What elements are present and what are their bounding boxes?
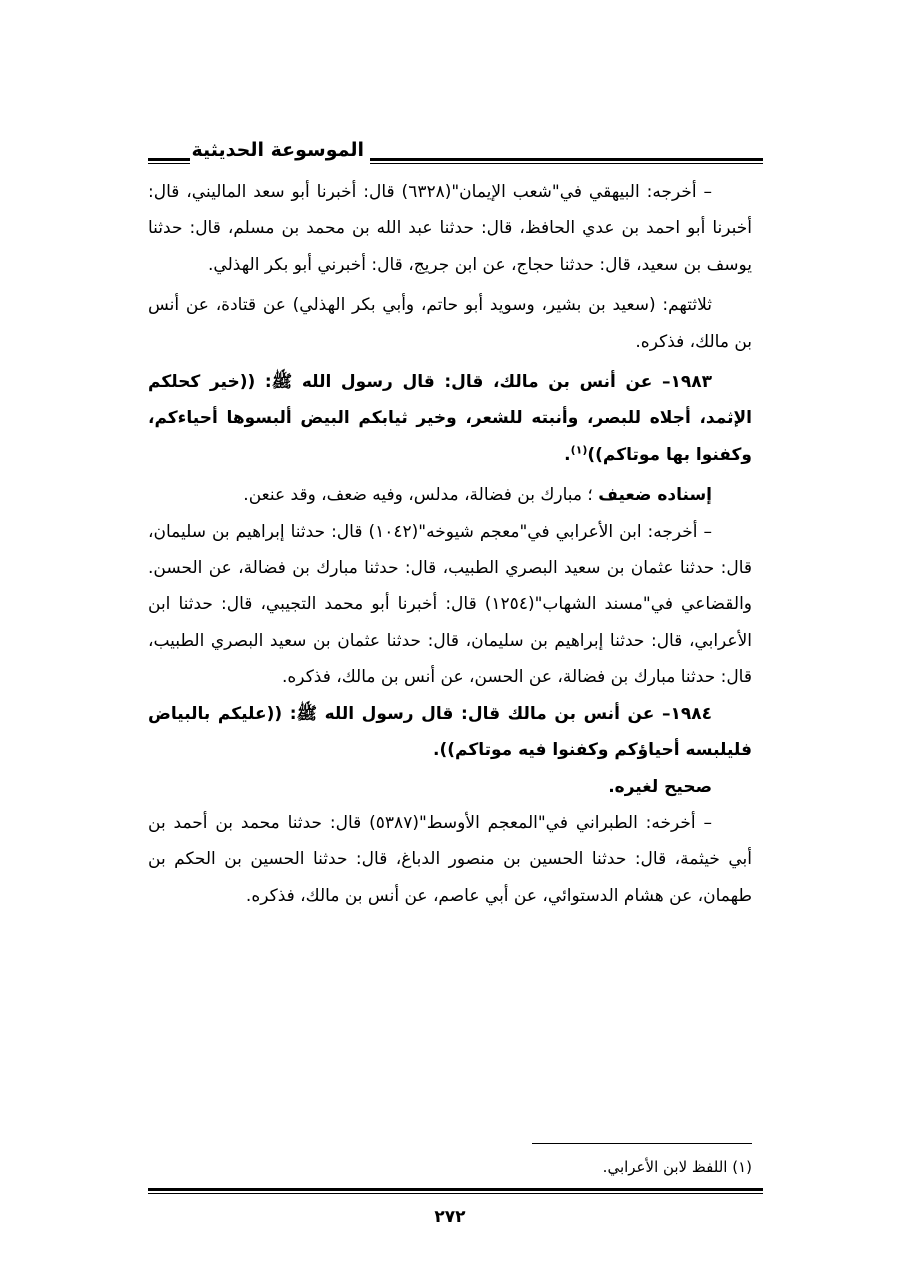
hadith-1983-end: .	[564, 444, 571, 465]
grading-1984: صحيح لغيره.	[608, 776, 712, 797]
paragraph-thalathatuhum: ثلاثتهم: (سعيد بن بشير، وسويد أبو حاتم، وأبي بكر الهذلي) عن قتادة، عن أنس بن مالك، فذكره.	[148, 295, 752, 352]
paragraph-takhrij-tabarani: – أخرخه: الطبراني في"المعجم الأوسط"(٥٣٨٧) قال: حدثنا محمد بن أحمد بن أبي خيثمة، قال: حدثنا الحسين بن منصور الدباغ، قال: حدثنا الحسين بن الحكم بن طهمان، عن هشام الدستوائي، عن أبي عاصم، عن أنس بن مالك، فذكره.	[148, 812, 752, 906]
paragraph-takhrij-bayhaqi: – أخرجه: البيهقي في"شعب الإيمان"(٦٣٢٨) قال: أخبرنا أبو سعد الماليني، قال: أخبرنا أبو احمد بن عدي الحافظ، قال: حدثنا عبد الله بن محمد بن مسلم، قال: حدثنا يوسف بن سعيد، قال: حدثنا حجاج، عن ابن جريج، قال: أخبرني أبو بكر الهذلي.	[148, 182, 752, 275]
footer-rule	[148, 1188, 763, 1194]
grading-1983	[148, 477, 752, 513]
hadith-1984: ١٩٨٤– عن أنس بن مالك قال: قال رسول الله ﷺ: ((عليكم بالبياض فليلبسه أحياؤكم وكفنوا فيه موتاكم)).	[148, 703, 752, 761]
header-rule-left	[148, 158, 190, 164]
page-body	[148, 174, 752, 914]
grading-label: إسناده ضعيف	[598, 485, 712, 506]
hadith-1983	[148, 364, 752, 473]
header-rule-right	[370, 158, 763, 164]
hadith-1983-text: ١٩٨٣– عن أنس بن مالك، قال: قال رسول الله ﷺ: ((خير كحلكم الإثمد، أجلاه للبصر، وأنبته للشعر، وخير ثيابكم البيض ألبسوها أحياءكم، وكفنوا بها موتاكم))	[148, 372, 752, 465]
page-number: ٢٧٢	[434, 1207, 466, 1227]
footnote-separator	[532, 1143, 752, 1144]
page-header	[148, 138, 763, 168]
paragraph-takhrij-ibn-arabi: – أخرجه: ابن الأعرابي في"معجم شيوخه"(١٠٤٢) قال: حدثنا إبراهيم بن سليمان، قال: حدثنا عثمان بن سعيد البصري الطبيب، قال: حدثنا مبارك بن فضالة، عن الحسن. والقضاعي في"مسند الشهاب"(١٢٥٤) قال: أخبرنا أبو محمد التجيبي، قال: حدثنا ابن الأعرابي، قال: حدثنا إبراهيم بن سليمان، قال: حدثنا عثمان بن سعيد البصري الطبيب، قال: حدثنا مبارك بن فضالة، عن الحسن، عن أنس بن مالك، فذكره.	[148, 521, 753, 688]
footnote-marker: (١)	[570, 443, 588, 457]
running-title: الموسوعة الحديثية	[191, 139, 364, 161]
footnote: (١) اللفظ لابن الأعرابي.	[602, 1158, 752, 1176]
grading-text: ؛ مبارك بن فضالة، مدلس، وفيه ضعف، وقد عنعن.	[243, 485, 593, 506]
